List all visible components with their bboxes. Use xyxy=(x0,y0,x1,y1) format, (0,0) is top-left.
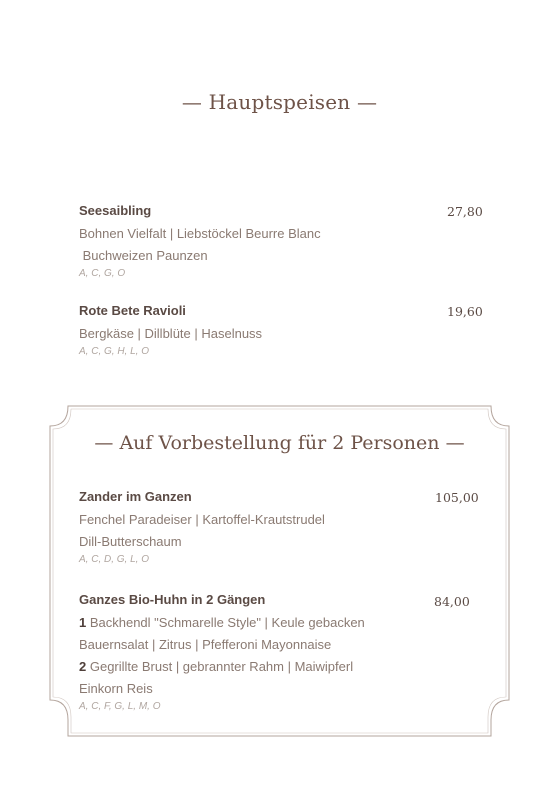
dish-name: Seesaibling xyxy=(79,203,152,218)
dish-allergens: A, C, G, O xyxy=(79,268,126,279)
section-title-vorbestellung: — Auf Vorbestellung für 2 Personen — xyxy=(94,432,465,454)
course-1 xyxy=(79,612,365,634)
dish-bio-huhn xyxy=(79,592,365,714)
course-2 xyxy=(79,656,365,678)
dish-description: Dill-Butterschaum xyxy=(79,534,182,549)
course-number: 2 xyxy=(79,659,87,674)
dish-allergens: A, C, D, G, L, O xyxy=(79,554,150,565)
dish-rote-bete-ravioli xyxy=(79,303,262,359)
dish-zander xyxy=(79,489,325,567)
dish-description: Bergkäse | Dillblüte | Haselnuss xyxy=(79,326,263,341)
dish-price: 19,60 xyxy=(447,304,483,319)
course-number: 1 xyxy=(79,615,87,630)
dish-allergens: A, C, G, H, L, O xyxy=(79,346,150,357)
dish-price: 27,80 xyxy=(447,204,483,219)
dish-price: 84,00 xyxy=(434,594,470,609)
dish-description: Bohnen Vielfalt | Liebstöckel Beurre Blanc xyxy=(79,226,321,241)
dish-name: Zander im Ganzen xyxy=(79,489,192,504)
course-1-line-2: Bauernsalat | Zitrus | Pfefferoni Mayonnaise xyxy=(79,637,332,652)
section-title-hauptspeisen: — Hauptspeisen — xyxy=(181,90,378,114)
dish-price: 105,00 xyxy=(435,490,479,505)
course-description: Gegrillte Brust | gebrannter Rahm | Maiwipferl xyxy=(86,659,354,674)
dish-description: Fenchel Paradeiser | Kartoffel-Krautstrudel xyxy=(79,512,325,527)
dish-allergens: A, C, F, G, L, M, O xyxy=(79,701,161,712)
dish-name: Rote Bete Ravioli xyxy=(79,303,186,318)
course-2-line-2: Einkorn Reis xyxy=(79,681,153,696)
dish-seesaibling xyxy=(79,203,321,281)
course-description: Backhendl "Schmarelle Style" | Keule gebacken xyxy=(86,615,365,630)
dish-description: Buchweizen Paunzen xyxy=(79,248,208,263)
dish-name: Ganzes Bio-Huhn in 2 Gängen xyxy=(79,592,266,607)
